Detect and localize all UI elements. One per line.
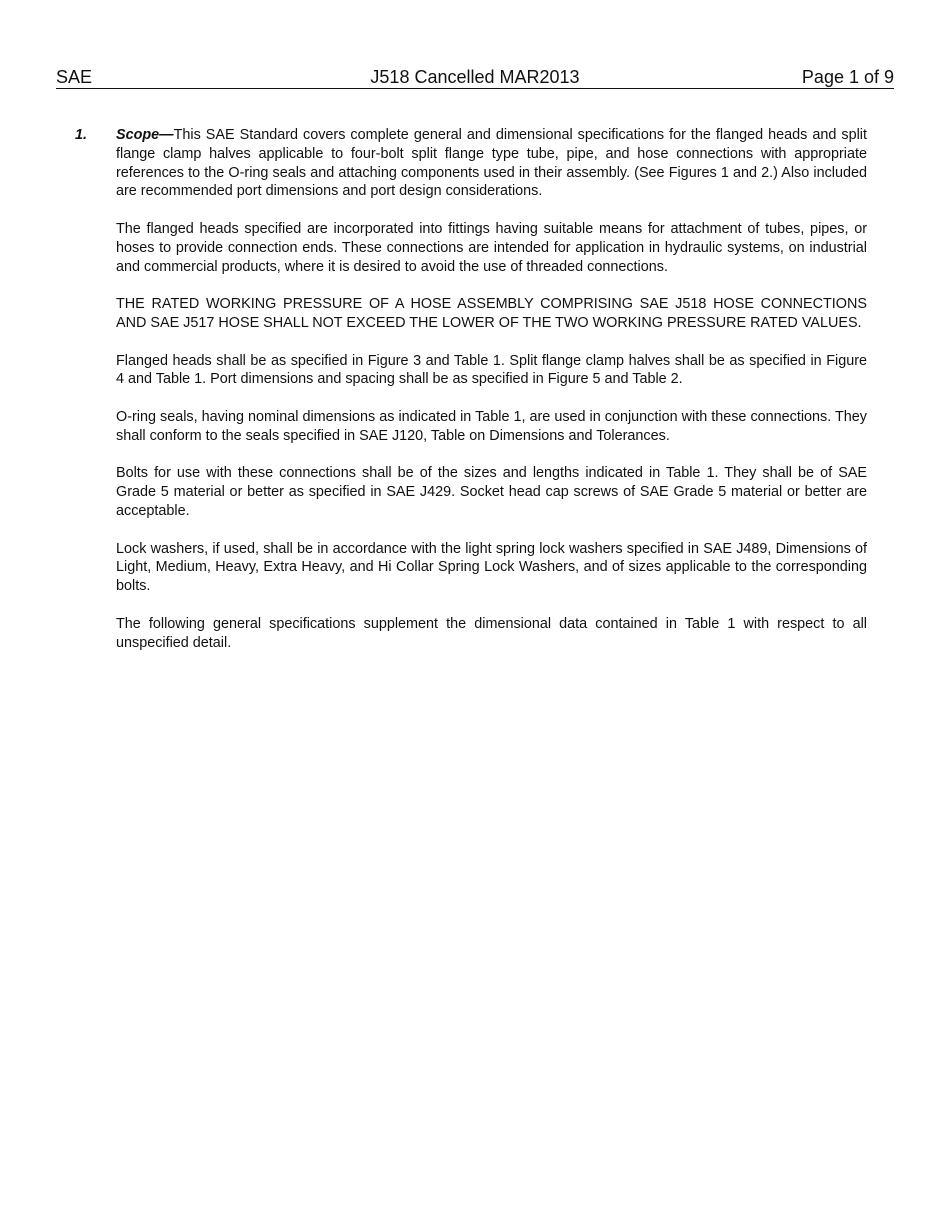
header-page-number: Page 1 of 9 bbox=[801, 67, 894, 87]
section-number: 1. bbox=[75, 127, 88, 143]
section-body bbox=[116, 126, 867, 652]
paragraph-scope bbox=[116, 126, 867, 201]
paragraph-bolts: Bolts for use with these connections shall be of the sizes and lengths indicated in Table 1. They shall be of SAE Grade 5 material or better as specified in SAE J429. Socket head cap screws of SAE Grade 5 material or better are acceptable. bbox=[116, 465, 867, 519]
paragraph-rated-pressure: THE RATED WORKING PRESSURE OF A HOSE ASSEMBLY COMPRISING SAE J518 HOSE CONNECTIONS AND SAE J517 HOSE SHALL NOT EXCEED THE LOWER OF THE TWO WORKING PRESSURE RATED VALUES. bbox=[116, 296, 867, 331]
paragraph-flanged-heads: The flanged heads specified are incorporated into fittings having suitable means for attachment of tubes, pipes, or hoses to provide connection ends. These connections are intended for application in hydraulic systems, on industrial and commercial products, where it is desired to avoid the use of threaded connections. bbox=[116, 220, 867, 275]
paragraph-lock-washers: Lock washers, if used, shall be in accordance with the light spring lock washers specified in SAE J489, Dimensions of Light, Medium, Heavy, Extra Heavy, and Hi Collar Spring Lock Washers, and of sizes applicable to the corresponding bolts. bbox=[116, 540, 867, 595]
section-title: Scope— bbox=[116, 127, 174, 143]
paragraph-text: This SAE Standard covers complete general and dimensional specifications for the flanged heads and split flange clamp halves applicable to four-bolt split flange type tube, pipe, and hose connections with appropriate references to the O-ring seals and attaching components used in their assembly. (See Figures 1 and 2.) Also included are recommended port dimensions and port design considerations. bbox=[116, 127, 867, 200]
paragraph-specifications: Flanged heads shall be as specified in Figure 3 and Table 1. Split flange clamp halves shall be as specified in Figure 4 and Table 1. Port dimensions and spacing shall be as specified in Figure 5 and Table 2. bbox=[116, 352, 867, 388]
page-header bbox=[56, 66, 894, 89]
section-scope bbox=[75, 126, 867, 652]
header-document-id: J518 Cancelled MAR2013 bbox=[370, 67, 580, 87]
header-org: SAE bbox=[56, 67, 93, 87]
paragraph-general-specs: The following general specifications supplement the dimensional data contained in Table 1 with respect to all unspecified detail. bbox=[116, 615, 867, 651]
paragraph-o-ring-seals: O-ring seals, having nominal dimensions as indicated in Table 1, are used in conjunction with these connections. They shall conform to the seals specified in SAE J120, Table on Dimensions and Tolerances. bbox=[116, 408, 867, 444]
